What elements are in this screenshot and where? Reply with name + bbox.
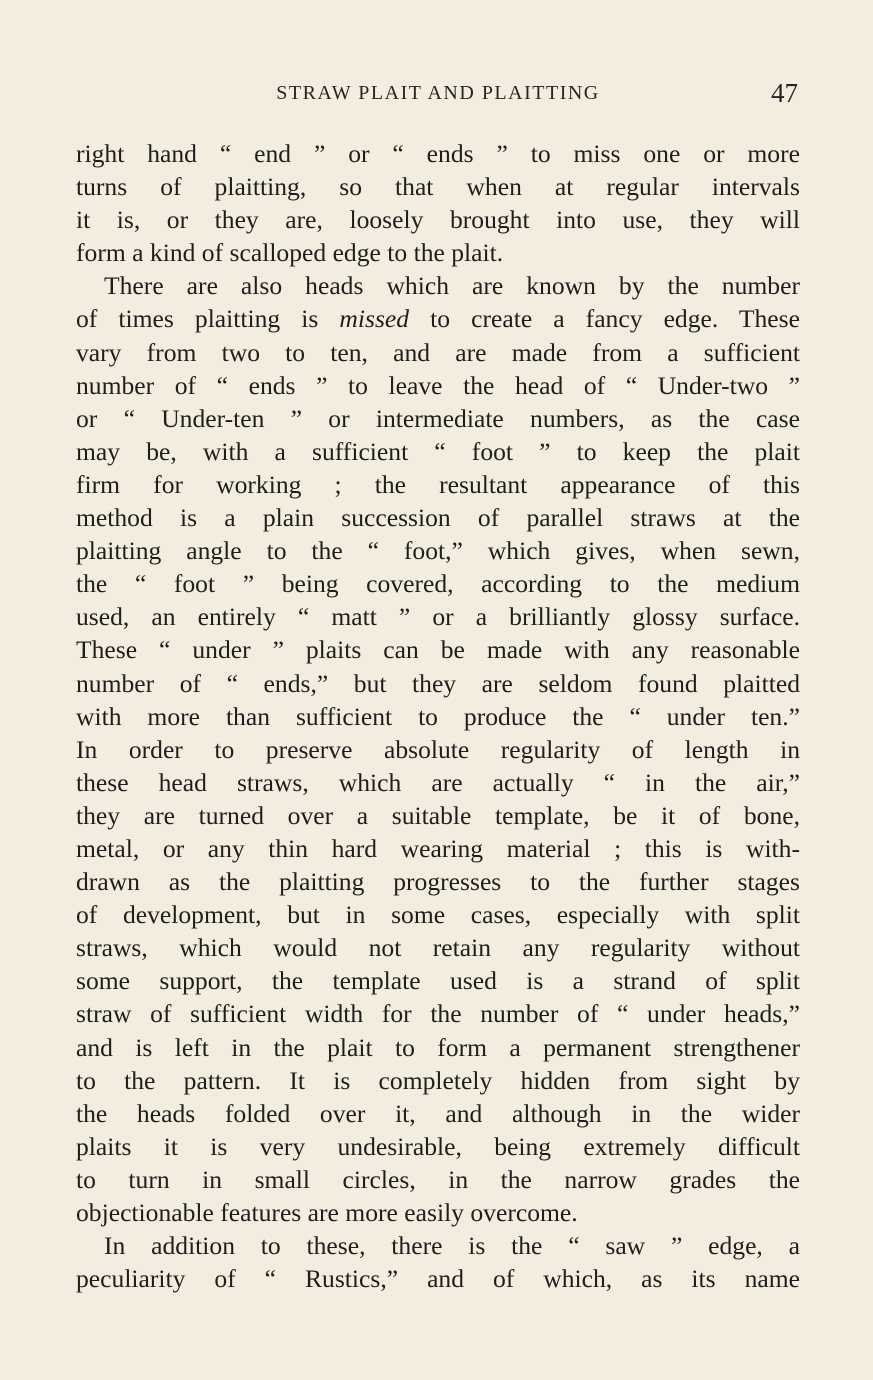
text-line: objectionable features are more easily overcome.: [76, 1198, 578, 1227]
text-line: to the pattern. It is completely hidden from sight by: [76, 1065, 800, 1095]
text-line: These “ under ” plaits can be made with any reasonable: [76, 635, 800, 665]
running-title: STRAW PLAIT AND PLAITTING: [276, 82, 600, 104]
text-line: In order to preserve absolute regularity of length in: [76, 734, 800, 764]
text-line: they are turned over a suitable template, be it of bone,: [76, 800, 800, 830]
text-line: or “ Under-ten ” or intermediate numbers, as the case: [76, 403, 800, 433]
text-line: may be, with a sufficient “ foot ” to keep the plait: [76, 436, 800, 466]
text-line: straws, which would not retain any regularity without: [76, 933, 800, 963]
text-line: plaitting angle to the “ foot,” which gives, when sewn,: [76, 536, 800, 566]
text-line: used, an entirely “ matt ” or a brilliantly glossy surface.: [76, 602, 800, 632]
text-line: metal, or any thin hard wearing material ; this is with-: [76, 833, 800, 863]
text-line: with more than sufficient to produce the “ under ten.”: [76, 701, 800, 731]
text-line: number of “ ends,” but they are seldom found plaitted: [76, 668, 800, 698]
text-line: number of “ ends ” to leave the head of “ Under-two ”: [76, 370, 800, 400]
text-line: it is, or they are, loosely brought into use, they will: [76, 205, 800, 235]
page-header: [76, 78, 800, 108]
text-line: plaits it is very undesirable, being extremely difficult: [76, 1131, 800, 1161]
text-line: [76, 302, 800, 335]
text-line: peculiarity of “ Rustics,” and of which, as its name: [76, 1264, 800, 1294]
text-line: turns of plaitting, so that when at regular intervals: [76, 172, 800, 202]
emphasized-word: missed: [339, 304, 410, 334]
text-segment: to create a fancy edge. These: [409, 304, 800, 334]
text-line: some support, the template used is a strand of split: [76, 966, 800, 996]
page-number: 47: [771, 78, 798, 108]
text-line: of development, but in some cases, especially with split: [76, 900, 800, 930]
text-line: straw of sufficient width for the number of “ under heads,”: [76, 999, 800, 1029]
text-line: and is left in the plait to form a permanent strengthener: [76, 1032, 800, 1062]
text-line: vary from two to ten, and are made from a sufficient: [76, 337, 800, 367]
text-line: method is a plain succession of parallel straws at the: [76, 503, 800, 533]
text-line: firm for working ; the resultant appearance of this: [76, 469, 800, 499]
text-line: right hand “ end ” or “ ends ” to miss one or more: [76, 139, 800, 168]
text-segment: of times plaitting is: [76, 304, 340, 334]
text-line: these head straws, which are actually “ in the air,”: [76, 767, 800, 797]
text-line: There are also heads which are known by the number: [104, 271, 800, 301]
text-line: In addition to these, there is the “ saw ” edge, a: [104, 1231, 800, 1261]
text-line: drawn as the plaitting progresses to the further stages: [76, 867, 800, 897]
text-line: to turn in small circles, in the narrow grades the: [76, 1164, 800, 1194]
text-line: the “ foot ” being covered, according to the medium: [76, 569, 800, 599]
text-line: the heads folded over it, and although in the wider: [76, 1098, 800, 1128]
body-text: [76, 137, 800, 1295]
text-line: form a kind of scalloped edge to the plait.: [76, 238, 504, 268]
